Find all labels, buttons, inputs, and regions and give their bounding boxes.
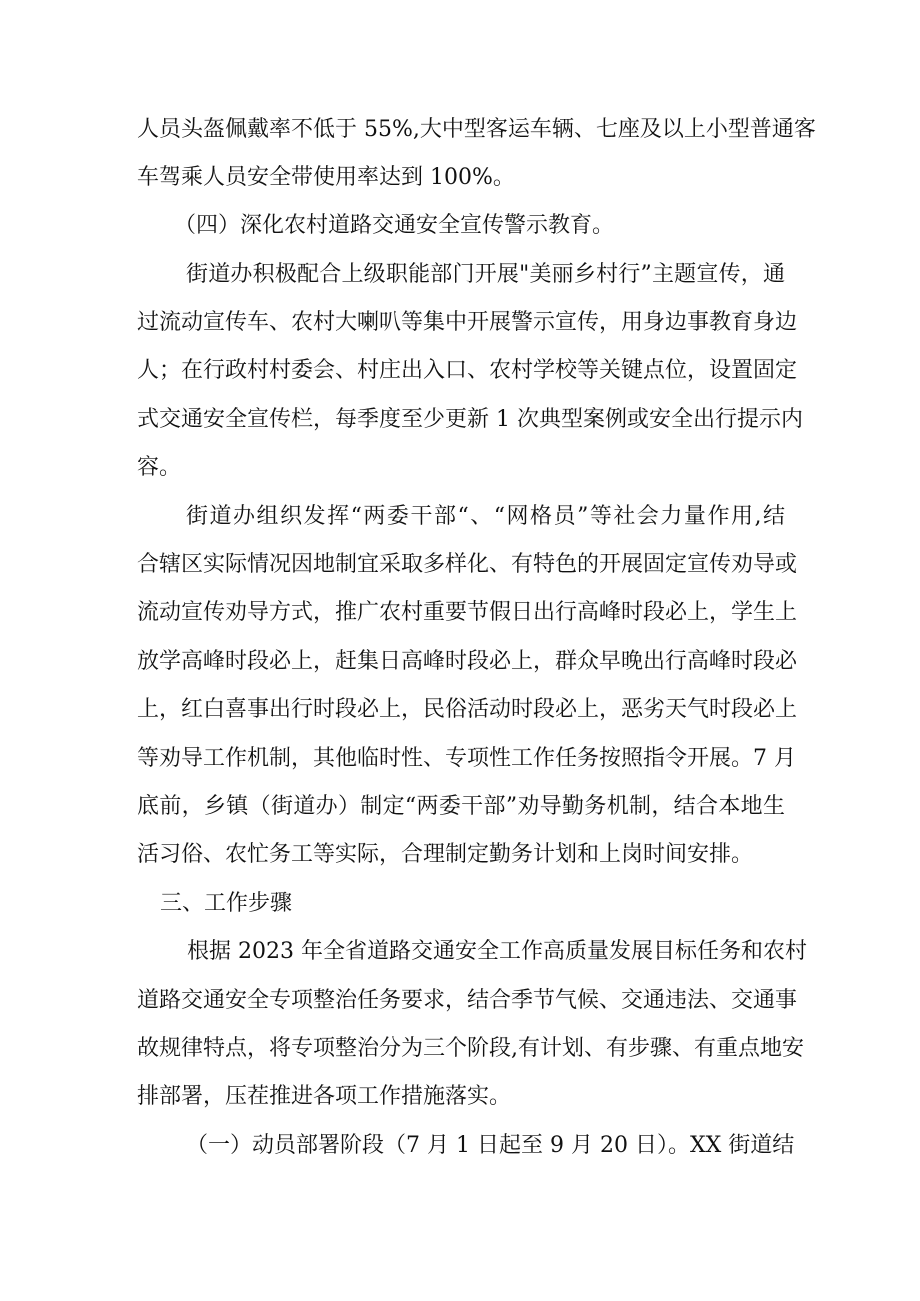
line-text: 街道办积极配合上级职能部门开展"美丽乡村行”主题宣传，通 xyxy=(186,262,785,287)
paragraph-line xyxy=(0,593,920,633)
paragraph-line xyxy=(0,448,920,488)
line-text: 合辖区实际情况因地制宜采取多样化、有特色的开展固定宣传劝导或 xyxy=(137,552,798,577)
line-text: 道路交通安全专项整治任务要求，结合季节气候、交通违法、交通事 xyxy=(137,988,798,1013)
line-text: 容。 xyxy=(137,455,182,480)
line-text: 根据 2023 年全省道路交通安全工作高质量发展目标任务和农村 xyxy=(187,939,807,964)
paragraph-line xyxy=(0,932,920,972)
heading-text: 三、工作步骤 xyxy=(160,891,293,916)
paragraph-line xyxy=(0,497,920,537)
paragraph-line xyxy=(0,981,920,1021)
line-text: 人；在行政村村委会、村庄出入口、农村学校等关键点位，设置固定 xyxy=(137,358,798,383)
line-text: 流动宣传劝导方式，推广农村重要节假日出行高峰时段必上，学生上 xyxy=(137,600,798,625)
line-text: 等劝导工作机制，其他临时性、专项性工作任务按照指令开展。7 月 xyxy=(137,746,796,771)
line-text: 放学高峰时段必上，赶集日高峰时段必上，群众早晚出行高峰时段必 xyxy=(137,649,798,674)
paragraph-line xyxy=(0,400,920,440)
paragraph-line xyxy=(0,787,920,827)
heading-text: （一）动员部署阶段（7 月 1 日起至 9 月 20 日）。XX 街道结 xyxy=(186,1133,795,1158)
section-heading xyxy=(0,1126,920,1166)
line-text: 故规律特点，将专项整治分为三个阶段,有计划、有步骤、有重点地安 xyxy=(137,1036,804,1061)
paragraph-line xyxy=(0,351,920,391)
heading-text: （四）深化农村道路交通安全宣传警示教育。 xyxy=(174,213,615,238)
line-text: 车驾乘人员安全带使用率达到 100%。 xyxy=(137,165,515,190)
line-text: 活习俗、农忙务工等实际，合理制定勤务计划和上岗时间安排。 xyxy=(137,842,754,867)
line-text: 街道办组织发挥“两委干部“、“网格员”等社会力量作用,结 xyxy=(186,504,785,529)
line-text: 底前，乡镇（街道办）制定“两委干部”劝导勤务机制，结合本地生 xyxy=(137,794,785,819)
line-text: 式交通安全宣传栏，每季度至少更新 1 次典型案例或安全出行提示内 xyxy=(137,407,803,432)
line-text: 过流动宣传车、农村大喇叭等集中开展警示宣传，用身边事教育身边 xyxy=(137,310,798,335)
section-heading xyxy=(0,884,920,924)
line-text: 上，红白喜事出行时段必上，民俗活动时段必上，恶劣天气时段必上 xyxy=(137,697,798,722)
section-heading xyxy=(0,206,920,246)
line-text: 人员头盔佩戴率不低于 55%,大中型客运车辆、七座及以上小型普通客 xyxy=(137,117,816,142)
paragraph-line xyxy=(0,110,920,150)
paragraph-line xyxy=(0,1077,920,1117)
paragraph-line xyxy=(0,690,920,730)
paragraph-line xyxy=(0,642,920,682)
line-text: 排部署，压茬推进各项工作措施落实。 xyxy=(137,1084,512,1109)
paragraph-line xyxy=(0,303,920,343)
paragraph-line xyxy=(0,835,920,875)
paragraph-line xyxy=(0,739,920,779)
paragraph-line xyxy=(0,545,920,585)
paragraph-line xyxy=(0,255,920,295)
paragraph-line xyxy=(0,1029,920,1069)
paragraph-line xyxy=(0,158,920,198)
